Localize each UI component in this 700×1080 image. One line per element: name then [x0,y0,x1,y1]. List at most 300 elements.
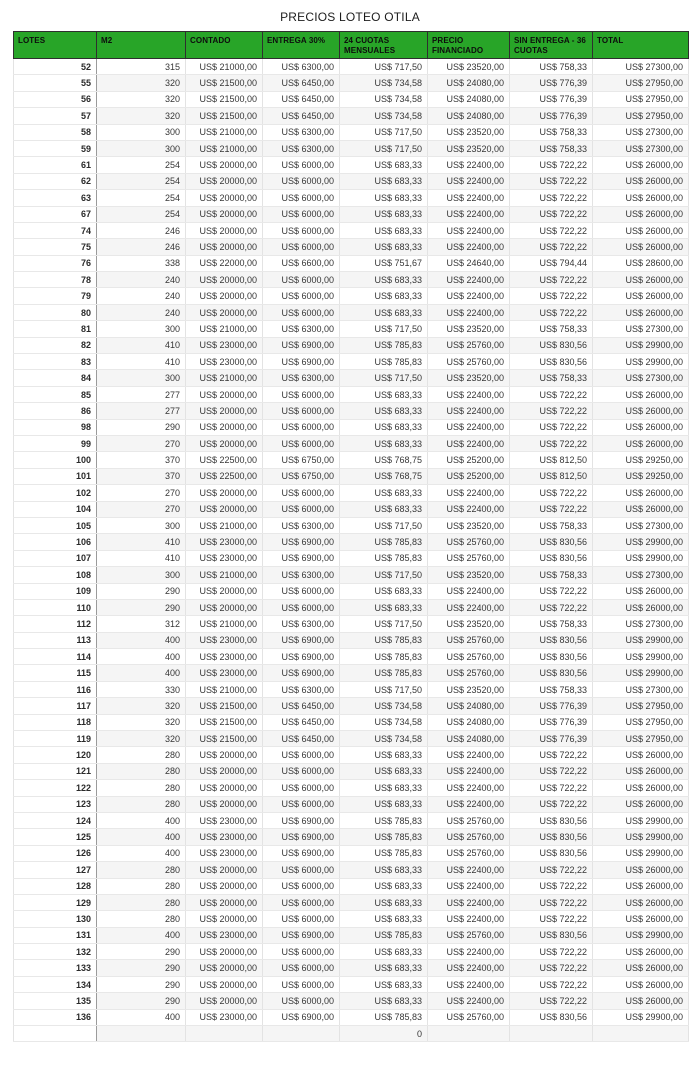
value-cell: US$ 6000,00 [263,206,340,222]
value-cell: US$ 722,22 [510,780,593,796]
value-cell: US$ 751,67 [340,255,428,271]
lote-cell: 117 [14,698,97,714]
value-cell: US$ 20000,00 [186,206,263,222]
value-cell: US$ 6450,00 [263,108,340,124]
value-cell: 400 [97,845,186,861]
value-cell: US$ 21500,00 [186,714,263,730]
value-cell: US$ 24640,00 [428,255,510,271]
value-cell: US$ 22400,00 [428,386,510,402]
value-cell: US$ 683,33 [340,206,428,222]
value-cell: US$ 24080,00 [428,731,510,747]
value-cell: US$ 20000,00 [186,403,263,419]
value-cell: US$ 22000,00 [186,255,263,271]
table-row [14,927,689,943]
lote-cell: 75 [14,239,97,255]
value-cell: US$ 21000,00 [186,681,263,697]
value-cell: US$ 683,33 [340,599,428,615]
value-cell: 254 [97,190,186,206]
column-header: M2 [97,32,186,59]
value-cell: US$ 722,22 [510,796,593,812]
value-cell: US$ 722,22 [510,222,593,238]
value-cell: US$ 27300,00 [593,59,689,75]
table-row [14,501,689,517]
value-cell: US$ 25760,00 [428,665,510,681]
value-cell: US$ 734,58 [340,91,428,107]
value-cell: US$ 22400,00 [428,960,510,976]
value-cell: US$ 6000,00 [263,173,340,189]
value-cell: US$ 683,33 [340,780,428,796]
value-cell: US$ 23000,00 [186,1009,263,1025]
value-cell: US$ 722,22 [510,862,593,878]
table-row [14,403,689,419]
value-cell: US$ 683,33 [340,222,428,238]
value-cell: US$ 830,56 [510,534,593,550]
value-cell: US$ 734,58 [340,698,428,714]
value-cell: US$ 717,50 [340,567,428,583]
value-cell: US$ 6000,00 [263,763,340,779]
value-cell: US$ 830,56 [510,1009,593,1025]
table-row [14,550,689,566]
value-cell: 246 [97,239,186,255]
value-cell: US$ 683,33 [340,960,428,976]
value-cell: US$ 683,33 [340,157,428,173]
value-cell: US$ 26000,00 [593,222,689,238]
lote-cell: 119 [14,731,97,747]
value-cell: US$ 26000,00 [593,501,689,517]
value-cell: US$ 20000,00 [186,780,263,796]
lote-cell: 76 [14,255,97,271]
value-cell: US$ 758,33 [510,681,593,697]
value-cell: US$ 22400,00 [428,878,510,894]
value-cell: US$ 683,33 [340,272,428,288]
value-cell: US$ 683,33 [340,878,428,894]
value-cell: US$ 830,56 [510,665,593,681]
value-cell: US$ 6300,00 [263,370,340,386]
value-cell: US$ 20000,00 [186,894,263,910]
value-cell [97,1026,186,1042]
lote-cell: 122 [14,780,97,796]
value-cell: US$ 23520,00 [428,567,510,583]
value-cell: US$ 683,33 [340,386,428,402]
table-row [14,976,689,992]
value-cell: US$ 22400,00 [428,190,510,206]
value-cell: US$ 683,33 [340,894,428,910]
value-cell: US$ 6300,00 [263,616,340,632]
value-cell: US$ 23000,00 [186,665,263,681]
lote-cell: 57 [14,108,97,124]
value-cell: 240 [97,304,186,320]
value-cell: US$ 6000,00 [263,976,340,992]
value-cell: US$ 29900,00 [593,927,689,943]
value-cell: US$ 776,39 [510,91,593,107]
value-cell: US$ 6000,00 [263,993,340,1009]
value-cell: US$ 25760,00 [428,534,510,550]
value-cell: US$ 22400,00 [428,763,510,779]
value-cell: US$ 6300,00 [263,140,340,156]
value-cell: US$ 25760,00 [428,812,510,828]
value-cell: 320 [97,108,186,124]
lote-cell: 108 [14,567,97,583]
value-cell: US$ 26000,00 [593,435,689,451]
value-cell: US$ 22400,00 [428,911,510,927]
value-cell: US$ 26000,00 [593,796,689,812]
value-cell: US$ 26000,00 [593,583,689,599]
value-cell: US$ 6000,00 [263,222,340,238]
value-cell: US$ 776,39 [510,714,593,730]
value-cell: US$ 722,22 [510,435,593,451]
value-cell: 312 [97,616,186,632]
value-cell: US$ 785,83 [340,927,428,943]
value-cell: US$ 683,33 [340,501,428,517]
table-row [14,304,689,320]
value-cell: US$ 26000,00 [593,993,689,1009]
value-cell: 280 [97,862,186,878]
column-header: ENTREGA 30% [263,32,340,59]
value-cell: US$ 23000,00 [186,829,263,845]
value-cell: 280 [97,763,186,779]
value-cell: 320 [97,731,186,747]
value-cell: 370 [97,468,186,484]
value-cell: US$ 26000,00 [593,190,689,206]
value-cell [510,1026,593,1042]
value-cell: US$ 20000,00 [186,911,263,927]
value-cell: US$ 23000,00 [186,337,263,353]
value-cell: 410 [97,337,186,353]
value-cell: 290 [97,976,186,992]
lote-cell: 56 [14,91,97,107]
value-cell: US$ 6450,00 [263,731,340,747]
value-cell: US$ 6000,00 [263,190,340,206]
value-cell: US$ 6900,00 [263,665,340,681]
table-row [14,681,689,697]
value-cell: US$ 26000,00 [593,976,689,992]
value-cell: US$ 6000,00 [263,599,340,615]
value-cell: US$ 722,22 [510,190,593,206]
table-row [14,960,689,976]
value-cell: US$ 26000,00 [593,944,689,960]
value-cell: US$ 26000,00 [593,239,689,255]
lote-cell: 127 [14,862,97,878]
value-cell: US$ 27950,00 [593,731,689,747]
value-cell: US$ 722,22 [510,599,593,615]
value-cell: US$ 21000,00 [186,616,263,632]
value-cell: 280 [97,796,186,812]
value-cell: US$ 25760,00 [428,632,510,648]
value-cell: US$ 6450,00 [263,91,340,107]
value-cell: US$ 6000,00 [263,747,340,763]
table-row [14,206,689,222]
value-cell: US$ 22400,00 [428,485,510,501]
value-cell: US$ 20000,00 [186,288,263,304]
value-cell: US$ 683,33 [340,796,428,812]
value-cell: US$ 722,22 [510,763,593,779]
value-cell: 320 [97,714,186,730]
value-cell: US$ 22400,00 [428,206,510,222]
value-cell: US$ 6000,00 [263,239,340,255]
value-cell: 400 [97,812,186,828]
table-row [14,124,689,140]
lote-cell: 136 [14,1009,97,1025]
value-cell: US$ 683,33 [340,403,428,419]
value-cell: US$ 26000,00 [593,599,689,615]
prices-table [13,31,689,1042]
table-row [14,140,689,156]
lote-cell: 120 [14,747,97,763]
table-row [14,173,689,189]
lote-cell: 102 [14,485,97,501]
value-cell: US$ 785,83 [340,829,428,845]
table-row [14,616,689,632]
value-cell: US$ 722,22 [510,485,593,501]
lote-cell: 74 [14,222,97,238]
value-cell: US$ 24080,00 [428,698,510,714]
value-cell: US$ 29900,00 [593,337,689,353]
lote-cell: 62 [14,173,97,189]
lote-cell: 131 [14,927,97,943]
value-cell: US$ 722,22 [510,976,593,992]
value-cell: US$ 21500,00 [186,698,263,714]
value-cell: US$ 22400,00 [428,796,510,812]
table-row [14,698,689,714]
lote-cell: 109 [14,583,97,599]
value-cell: 277 [97,386,186,402]
value-cell: US$ 812,50 [510,452,593,468]
value-cell: US$ 23000,00 [186,550,263,566]
table-row [14,812,689,828]
lote-cell: 83 [14,354,97,370]
value-cell: US$ 6000,00 [263,944,340,960]
value-cell: 277 [97,403,186,419]
value-cell: US$ 20000,00 [186,960,263,976]
column-header: LOTES [14,32,97,59]
value-cell: US$ 722,22 [510,403,593,419]
value-cell: US$ 27300,00 [593,681,689,697]
value-cell: US$ 29900,00 [593,845,689,861]
lote-cell [14,1026,97,1042]
value-cell: US$ 23520,00 [428,321,510,337]
value-cell [186,1026,263,1042]
value-cell: US$ 722,22 [510,173,593,189]
value-cell: US$ 6900,00 [263,845,340,861]
value-cell: US$ 722,22 [510,419,593,435]
value-cell: US$ 27300,00 [593,370,689,386]
table-row [14,370,689,386]
value-cell: US$ 722,22 [510,878,593,894]
value-cell: US$ 722,22 [510,911,593,927]
lote-cell: 80 [14,304,97,320]
value-cell: US$ 758,33 [510,124,593,140]
value-cell: US$ 6450,00 [263,75,340,91]
table-row [14,632,689,648]
value-cell [428,1026,510,1042]
value-cell: US$ 785,83 [340,534,428,550]
value-cell: 320 [97,75,186,91]
value-cell: US$ 785,83 [340,632,428,648]
value-cell: US$ 6900,00 [263,337,340,353]
value-cell: 400 [97,927,186,943]
value-cell: US$ 20000,00 [186,419,263,435]
value-cell: US$ 29250,00 [593,468,689,484]
value-cell: US$ 683,33 [340,190,428,206]
value-cell: US$ 683,33 [340,239,428,255]
value-cell: US$ 722,22 [510,993,593,1009]
table-row [14,255,689,271]
table-row [14,108,689,124]
value-cell: 270 [97,435,186,451]
lote-cell: 110 [14,599,97,615]
value-cell: US$ 23000,00 [186,845,263,861]
value-cell: US$ 830,56 [510,550,593,566]
value-cell: US$ 25760,00 [428,354,510,370]
value-cell: US$ 722,22 [510,206,593,222]
value-cell: 290 [97,993,186,1009]
value-cell: US$ 26000,00 [593,206,689,222]
value-cell: US$ 683,33 [340,862,428,878]
value-cell: US$ 683,33 [340,173,428,189]
value-cell: US$ 22500,00 [186,468,263,484]
value-cell: US$ 20000,00 [186,862,263,878]
value-cell: US$ 21000,00 [186,370,263,386]
value-cell: US$ 29900,00 [593,534,689,550]
lote-cell: 79 [14,288,97,304]
value-cell: US$ 6600,00 [263,255,340,271]
value-cell: 254 [97,206,186,222]
value-cell: US$ 25200,00 [428,468,510,484]
value-cell: US$ 26000,00 [593,763,689,779]
value-cell: US$ 22400,00 [428,403,510,419]
table-row [14,337,689,353]
value-cell: US$ 21500,00 [186,108,263,124]
value-cell: US$ 20000,00 [186,599,263,615]
value-cell: US$ 22400,00 [428,272,510,288]
lote-cell: 82 [14,337,97,353]
value-cell: US$ 20000,00 [186,222,263,238]
value-cell: 280 [97,894,186,910]
value-cell: US$ 776,39 [510,108,593,124]
lote-cell: 100 [14,452,97,468]
value-cell: US$ 758,33 [510,616,593,632]
value-cell: US$ 25200,00 [428,452,510,468]
value-cell: 290 [97,599,186,615]
value-cell: US$ 20000,00 [186,796,263,812]
value-cell: US$ 6000,00 [263,583,340,599]
table-row [14,239,689,255]
lote-cell: 106 [14,534,97,550]
value-cell: 290 [97,583,186,599]
lote-cell: 63 [14,190,97,206]
value-cell: US$ 6000,00 [263,911,340,927]
value-cell: US$ 722,22 [510,304,593,320]
value-cell: US$ 23520,00 [428,517,510,533]
value-cell: US$ 758,33 [510,567,593,583]
value-cell: US$ 22400,00 [428,222,510,238]
value-cell: US$ 25760,00 [428,829,510,845]
value-cell: US$ 683,33 [340,993,428,1009]
value-cell: US$ 785,83 [340,665,428,681]
table-row [14,534,689,550]
column-header: 24 CUOTAS MENSUALES [340,32,428,59]
value-cell: US$ 20000,00 [186,173,263,189]
value-cell: US$ 812,50 [510,468,593,484]
value-cell: US$ 22400,00 [428,599,510,615]
column-header: CONTADO [186,32,263,59]
value-cell: US$ 776,39 [510,731,593,747]
value-cell: US$ 24080,00 [428,91,510,107]
value-cell: 270 [97,501,186,517]
value-cell: US$ 6900,00 [263,649,340,665]
lote-cell: 67 [14,206,97,222]
value-cell: US$ 28600,00 [593,255,689,271]
value-cell: US$ 717,50 [340,59,428,75]
value-cell: US$ 6000,00 [263,862,340,878]
value-cell: 410 [97,550,186,566]
value-cell: US$ 683,33 [340,763,428,779]
value-cell: US$ 830,56 [510,845,593,861]
value-cell: US$ 6900,00 [263,829,340,845]
table-body [14,59,689,1042]
value-cell: US$ 20000,00 [186,190,263,206]
value-cell: US$ 26000,00 [593,747,689,763]
value-cell: US$ 20000,00 [186,157,263,173]
value-cell: US$ 21000,00 [186,321,263,337]
table-row [14,468,689,484]
value-cell: US$ 683,33 [340,419,428,435]
value-cell: US$ 734,58 [340,108,428,124]
value-cell: US$ 26000,00 [593,157,689,173]
value-cell: US$ 29250,00 [593,452,689,468]
table-row [14,583,689,599]
value-cell: US$ 22400,00 [428,157,510,173]
value-cell: US$ 722,22 [510,747,593,763]
table-row [14,59,689,75]
value-cell: US$ 25760,00 [428,337,510,353]
value-cell: US$ 22400,00 [428,894,510,910]
table-row [14,75,689,91]
value-cell: US$ 27300,00 [593,321,689,337]
lote-cell: 101 [14,468,97,484]
value-cell: US$ 6000,00 [263,157,340,173]
value-cell: 290 [97,944,186,960]
value-cell: US$ 26000,00 [593,304,689,320]
value-cell: US$ 6000,00 [263,894,340,910]
value-cell: US$ 6900,00 [263,534,340,550]
lote-cell: 114 [14,649,97,665]
value-cell: US$ 6300,00 [263,517,340,533]
lote-cell: 55 [14,75,97,91]
value-cell: US$ 6000,00 [263,780,340,796]
value-cell: US$ 29900,00 [593,354,689,370]
lote-cell: 61 [14,157,97,173]
value-cell: US$ 24080,00 [428,714,510,730]
value-cell: US$ 26000,00 [593,288,689,304]
value-cell: US$ 23520,00 [428,140,510,156]
lote-cell: 129 [14,894,97,910]
value-cell: US$ 26000,00 [593,403,689,419]
value-cell: US$ 683,33 [340,911,428,927]
value-cell: US$ 27300,00 [593,140,689,156]
value-cell: US$ 776,39 [510,75,593,91]
lote-cell: 121 [14,763,97,779]
value-cell: US$ 21000,00 [186,124,263,140]
value-cell: US$ 758,33 [510,321,593,337]
value-cell: 330 [97,681,186,697]
value-cell: 400 [97,649,186,665]
value-cell: 300 [97,140,186,156]
value-cell: US$ 22400,00 [428,173,510,189]
lote-cell: 126 [14,845,97,861]
value-cell: US$ 23000,00 [186,812,263,828]
table-row [14,649,689,665]
